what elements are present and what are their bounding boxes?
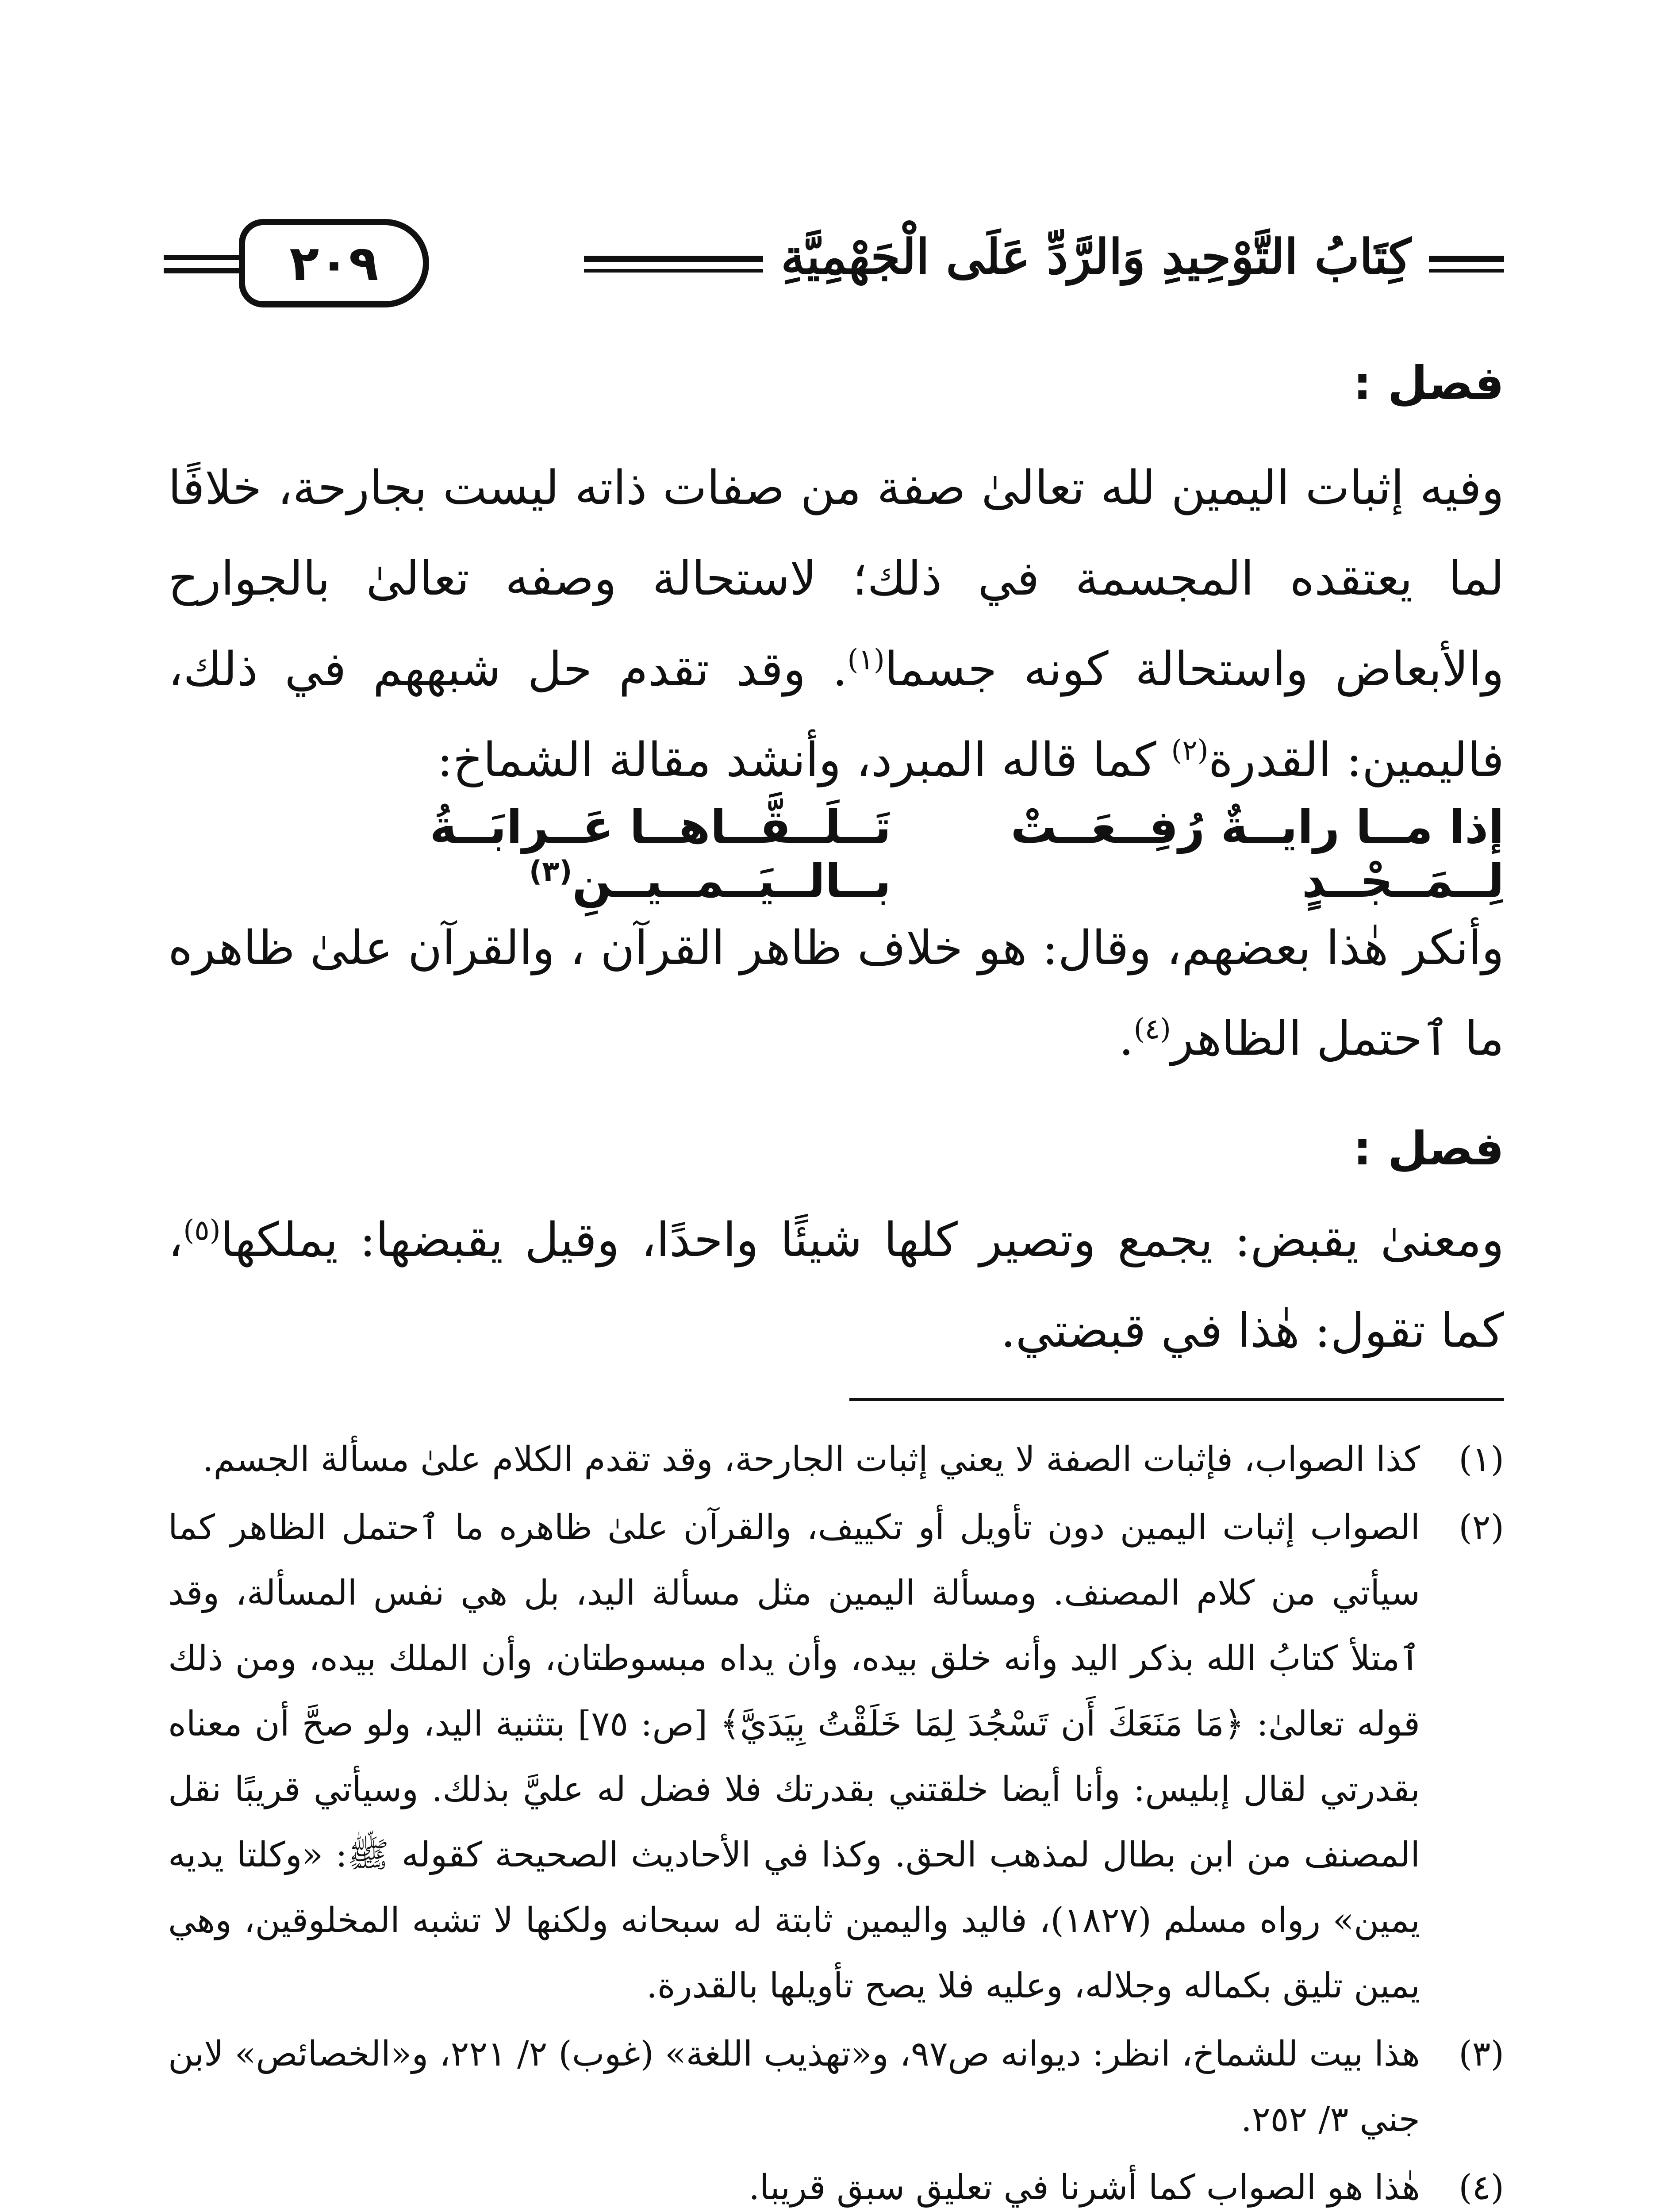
- footnote: [168, 2021, 1504, 2152]
- section-1-body: [168, 442, 1504, 805]
- paragraph-text: وأنكر هٰذا بعضهم، وقال: هو خلاف ظاهر القرآن ، والقرآن علىٰ ظاهره ما ٱحتمل الظاهر: [168, 921, 1504, 1066]
- footnote: [168, 1427, 1504, 1492]
- footnote-ref: (٤): [1133, 1013, 1171, 1046]
- footnote-number: (٣): [1459, 2034, 1504, 2074]
- paragraph-text: ، كما تقول: هٰذا في قبضتي.: [168, 1213, 1504, 1358]
- paragraph-text: وفيه إثبات اليمين لله تعالىٰ صفة من صفات ذاته ليست بجارحة، خلافًا لما يعتقده المجسمة في ذلك؛ لاستحالة وصفه تعالىٰ بالجوارح والأبعاض واستحالة كونه جسما: [168, 461, 1504, 696]
- verse-hemistich-second: تَــلَــقَّــاهــا عَــرابَــةُ بــالــيَــمــيــنِ: [430, 800, 891, 908]
- verse-hemistich-first: إذا مــا رايــةٌ رُفِــعَــتْ لِــمَــجْــدٍ: [1010, 800, 1504, 908]
- footnote-number: (٢): [1459, 1508, 1504, 1548]
- paragraph: [168, 902, 1504, 1084]
- footnote: [168, 2155, 1504, 2212]
- section-2-body: [168, 1194, 1504, 1376]
- section-heading: فصل :: [1353, 356, 1504, 410]
- book-title: كِتَابُ التَّوْحِيدِ وَالرَّدِّ عَلَى الْجَهْمِيَّةِ: [763, 229, 1429, 285]
- paragraph-text: كما قاله المبرد، وأنشد مقالة الشماخ:: [437, 733, 1156, 787]
- section-1-closing: [168, 902, 1504, 1084]
- paragraph: [168, 442, 1504, 805]
- paragraph: [168, 1194, 1504, 1376]
- footnote-text: هذا بيت للشماخ، انظر: ديوانه ص٩٧، و«تهذيب اللغة» (غوب) ٢/ ٢٢١، و«الخصائص» لابن جني ٣/ ٢٥٢.: [168, 2034, 1420, 2139]
- footnote-separator: [849, 1398, 1504, 1401]
- footnote-ref: (٢): [1171, 734, 1209, 767]
- footnotes: [168, 1427, 1504, 2212]
- paragraph-text: .: [1118, 1011, 1134, 1066]
- section-heading: فصل :: [1353, 1121, 1504, 1175]
- footnote-ref: (١): [847, 643, 885, 676]
- footnote-text: كذا الصواب، فإثبات الصفة لا يعني إثبات الجارحة، وقد تقدم الكلام علىٰ مسألة الجسم.: [202, 1440, 1420, 1479]
- footnote: [168, 1495, 1504, 2019]
- running-header: [164, 212, 1504, 310]
- page-number-badge: [239, 219, 429, 307]
- footnote-ref: (٣): [529, 855, 572, 888]
- footnote-text: الصواب إثبات اليمين دون تأويل أو تكييف، والقرآن علىٰ ظاهره ما ٱحتمل الظاهر كما سيأتي من كلام المصنف. ومسألة اليمين مثل مسألة اليد، بل هي نفس المسألة، وقد ٱمتلأ كتابُ الله بذكر اليد وأنه خلق بيده، وأن يداه مبسوطتان، وأن الملك بيده، ومن ذلك قوله تعالىٰ: ﴿مَا مَنَعَكَ أَن تَسْجُدَ لِمَا خَلَقْتُ بِيَدَيَّ﴾ [ص: ٧٥] بتثنية اليد، ولو صحَّ أن معناه بقدرتي لقال إبليس: وأنا أيضا خلقتني بقدرتك فلا فضل له عليَّ بذلك. وسيأتي قريبًا نقل المصنف من ابن بطال لمذهب الحق. وكذا في الأحاديث الصحيحة كقوله ﷺ: «وكلتا يديه يمين» رواه مسلم (١٨٢٧)، فاليد واليمين ثابتة له سبحانه ولكنها لا تشبه المخلوقين، وهي يمين تليق بكماله وجلاله، وعليه فلا يصح تأويلها بالقدرة.: [168, 1508, 1420, 2006]
- paragraph-text: ومعنىٰ يقبض: يجمع وتصير كلها شيئًا واحدًا، وقيل يقبضها: يملكها: [220, 1213, 1504, 1267]
- footnote-ref: (٥): [183, 1214, 221, 1247]
- footnote-text: هٰذا هو الصواب كما أشرنا في تعليق سبق قريبا.: [749, 2168, 1420, 2208]
- verse-hemistich-second-wrap: [168, 800, 891, 908]
- poetry-verse: [168, 800, 1504, 908]
- paragraph-text: . وقد تقدم حل شبههم في ذلك، فاليمين: القدرة: [168, 642, 1504, 787]
- footnote-number: (١): [1459, 1440, 1504, 1479]
- page-number: ٢٠٩: [289, 235, 379, 292]
- footnote-number: (٤): [1459, 2168, 1504, 2208]
